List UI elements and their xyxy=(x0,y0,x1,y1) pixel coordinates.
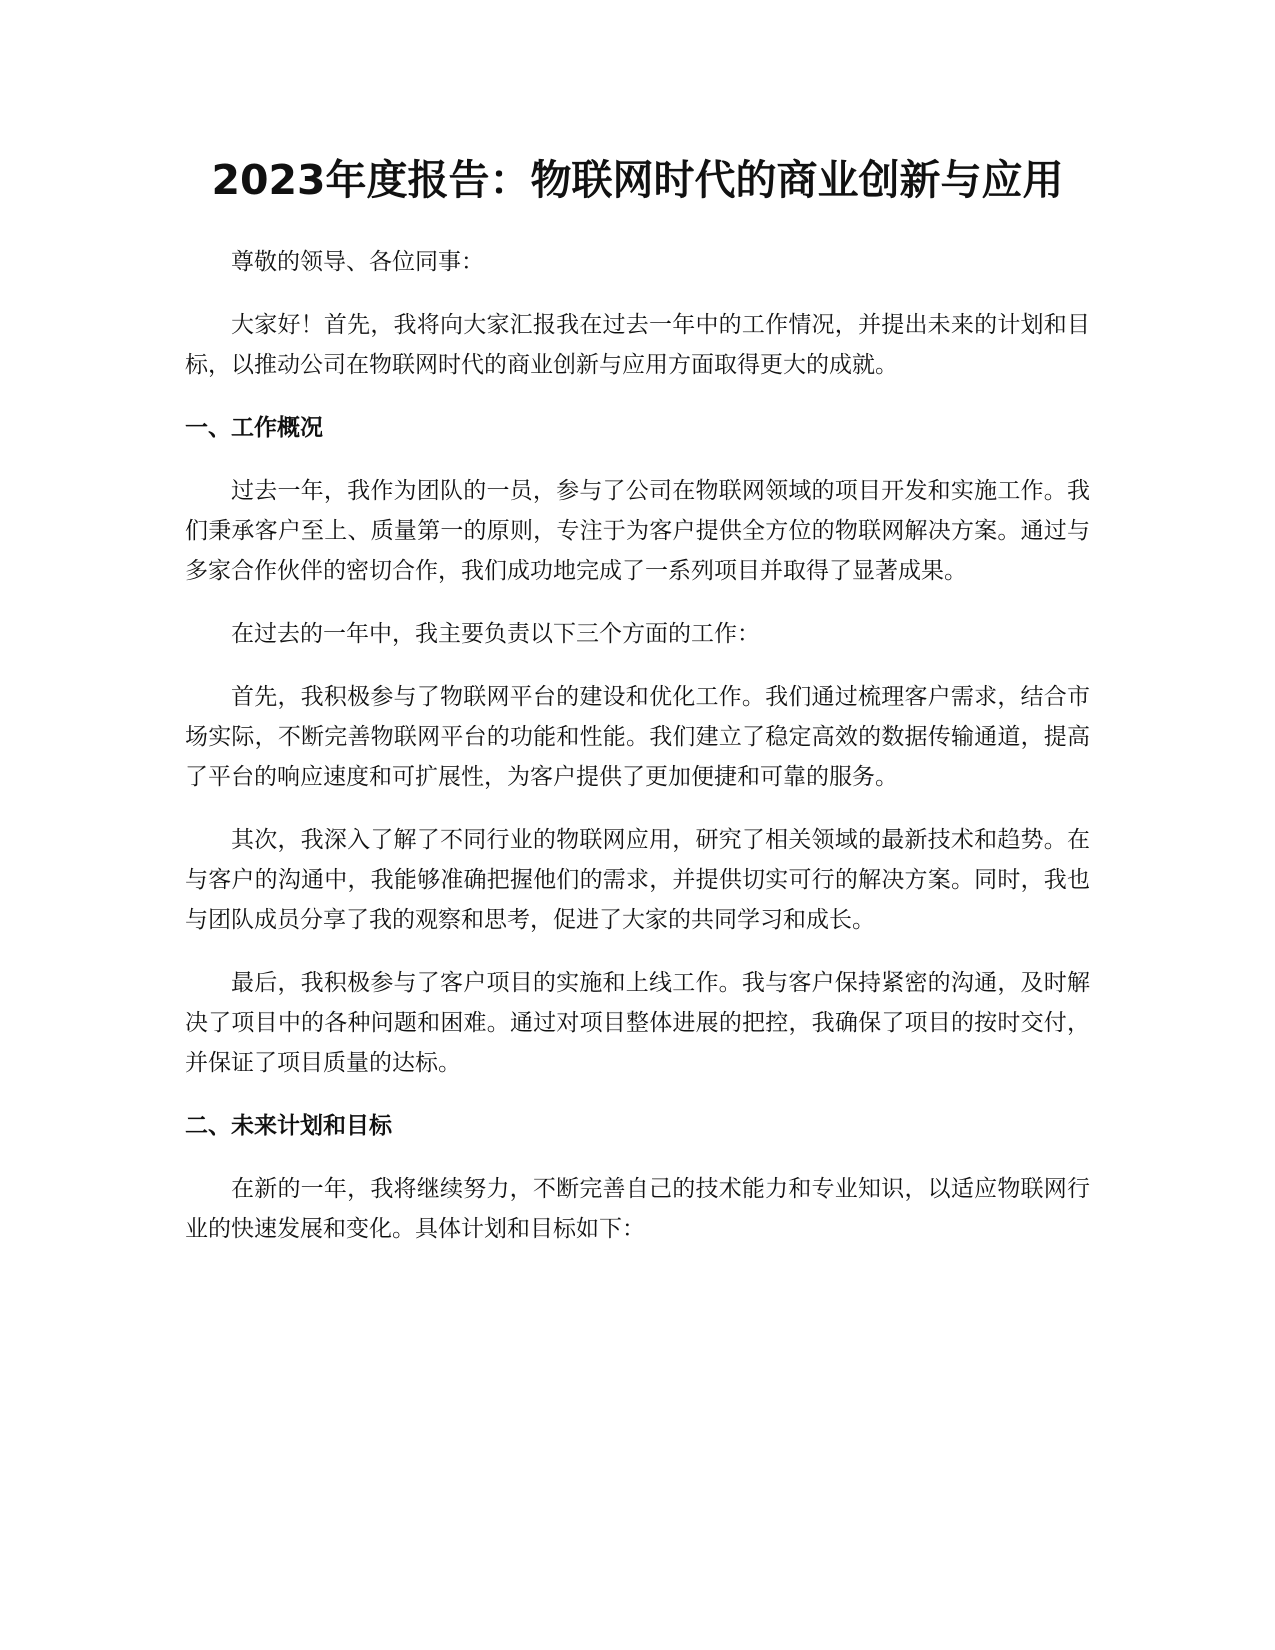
section-heading: 二、未来计划和目标 xyxy=(185,1113,392,1139)
section-future-plans xyxy=(185,1106,1090,1249)
section-heading: 一、工作概况 xyxy=(185,415,323,441)
body-paragraph: 其次，我深入了解了不同行业的物联网应用，研究了相关领域的最新技术和趋势。在与客户的沟通中，我能够准确把握他们的需求，并提供切实可行的解决方案。同时，我也与团队成员分享了我的观察和思考，促进了大家的共同学习和成长。 xyxy=(185,827,1090,933)
body-paragraph: 过去一年，我作为团队的一员，参与了公司在物联网领域的项目开发和实施工作。我们秉承客户至上、质量第一的原则，专注于为客户提供全方位的物联网解决方案。通过与多家合作伙伴的密切合作，我们成功地完成了一系列项目并取得了显著成果。 xyxy=(185,478,1090,584)
body-paragraph: 最后，我积极参与了客户项目的实施和上线工作。我与客户保持紧密的沟通，及时解决了项目中的各种问题和困难。通过对项目整体进展的把控，我确保了项目的按时交付，并保证了项目质量的达标。 xyxy=(185,970,1090,1076)
section-work-overview xyxy=(185,408,1090,1083)
body-paragraph: 在新的一年，我将继续努力，不断完善自己的技术能力和专业知识，以适应物联网行业的快速发展和变化。具体计划和目标如下： xyxy=(185,1176,1090,1242)
document-title: 2023年度报告：物联网时代的商业创新与应用 xyxy=(211,156,1064,204)
document-page xyxy=(185,140,1090,1620)
body-paragraph: 在过去的一年中，我主要负责以下三个方面的工作： xyxy=(231,621,760,647)
greeting-paragraph: 尊敬的领导、各位同事： xyxy=(231,249,484,275)
intro-paragraph: 大家好！首先，我将向大家汇报我在过去一年中的工作情况，并提出未来的计划和目标，以推动公司在物联网时代的商业创新与应用方面取得更大的成就。 xyxy=(185,312,1090,378)
body-paragraph: 首先，我积极参与了物联网平台的建设和优化工作。我们通过梳理客户需求，结合市场实际，不断完善物联网平台的功能和性能。我们建立了稳定高效的数据传输通道，提高了平台的响应速度和可扩展性，为客户提供了更加便捷和可靠的服务。 xyxy=(185,684,1090,790)
